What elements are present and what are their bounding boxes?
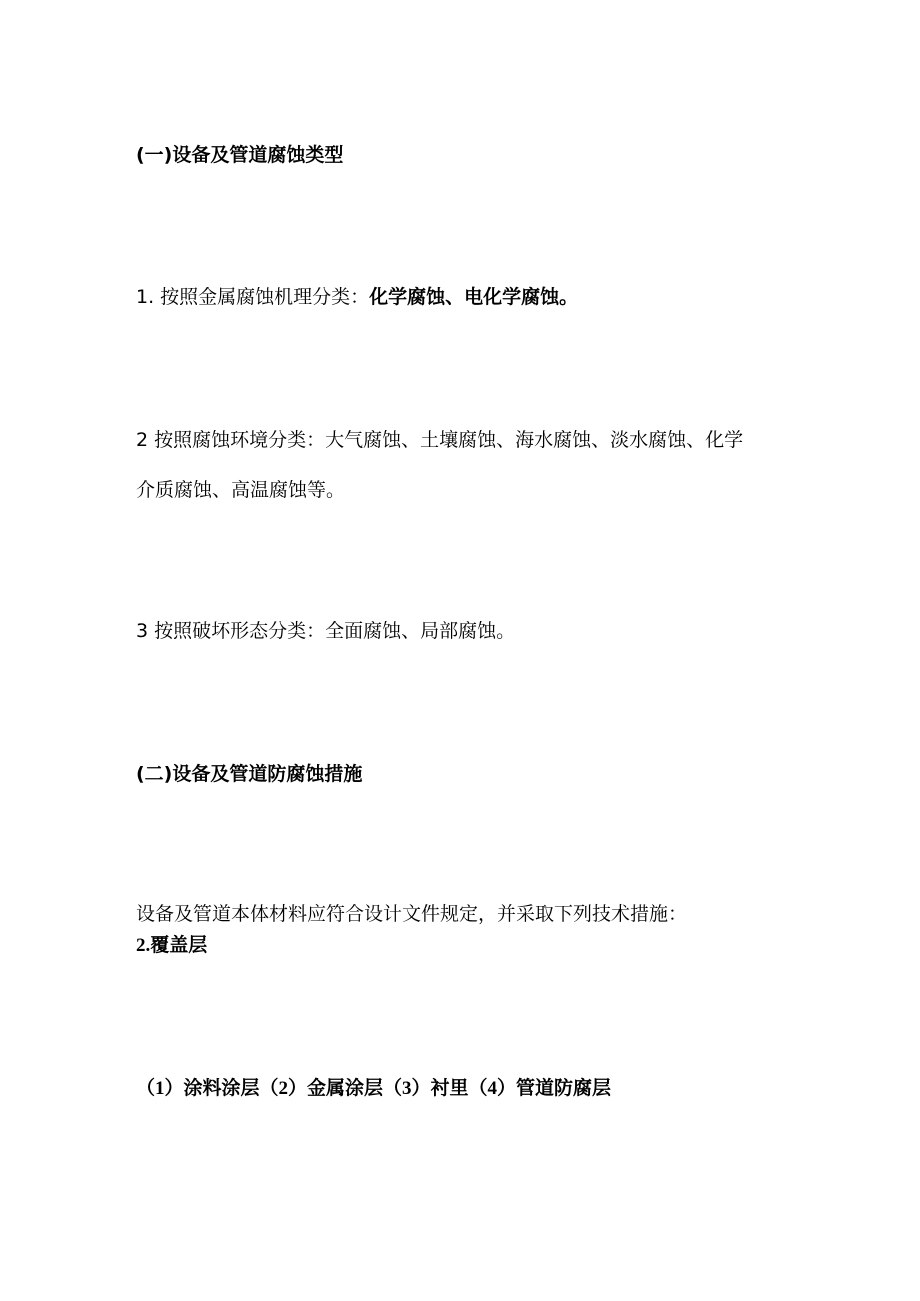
mechanism-classification-types: 化学腐蚀、电化学腐蚀。 bbox=[369, 286, 579, 308]
section-heading-anticorrosion-measures: (二)设备及管道防腐蚀措施 bbox=[136, 763, 363, 785]
section-heading-corrosion-types: (一)设备及管道腐蚀类型 bbox=[136, 144, 344, 166]
sub-heading-coating-layer: 2.覆盖层 bbox=[136, 935, 208, 956]
paragraph-mechanism-classification bbox=[136, 285, 578, 309]
mechanism-classification-label: 1. 按照金属腐蚀机理分类： bbox=[136, 286, 370, 308]
paragraph-measures-intro: 设备及管道本体材料应符合设计文件规定，并采取下列技术措施： bbox=[136, 903, 688, 925]
coating-layer-types-list: （1）涂料涂层（2）金属涂层（3）衬里（4）管道防腐层 bbox=[136, 1078, 612, 1099]
paragraph-environment-classification-line1: 2 按照腐蚀环境分类：大气腐蚀、土壤腐蚀、海水腐蚀、淡水腐蚀、化学 bbox=[136, 429, 744, 451]
paragraph-damage-form-classification: 3 按照破坏形态分类：全面腐蚀、局部腐蚀。 bbox=[136, 620, 516, 642]
paragraph-environment-classification-line2: 介质腐蚀、高温腐蚀等。 bbox=[136, 479, 346, 501]
